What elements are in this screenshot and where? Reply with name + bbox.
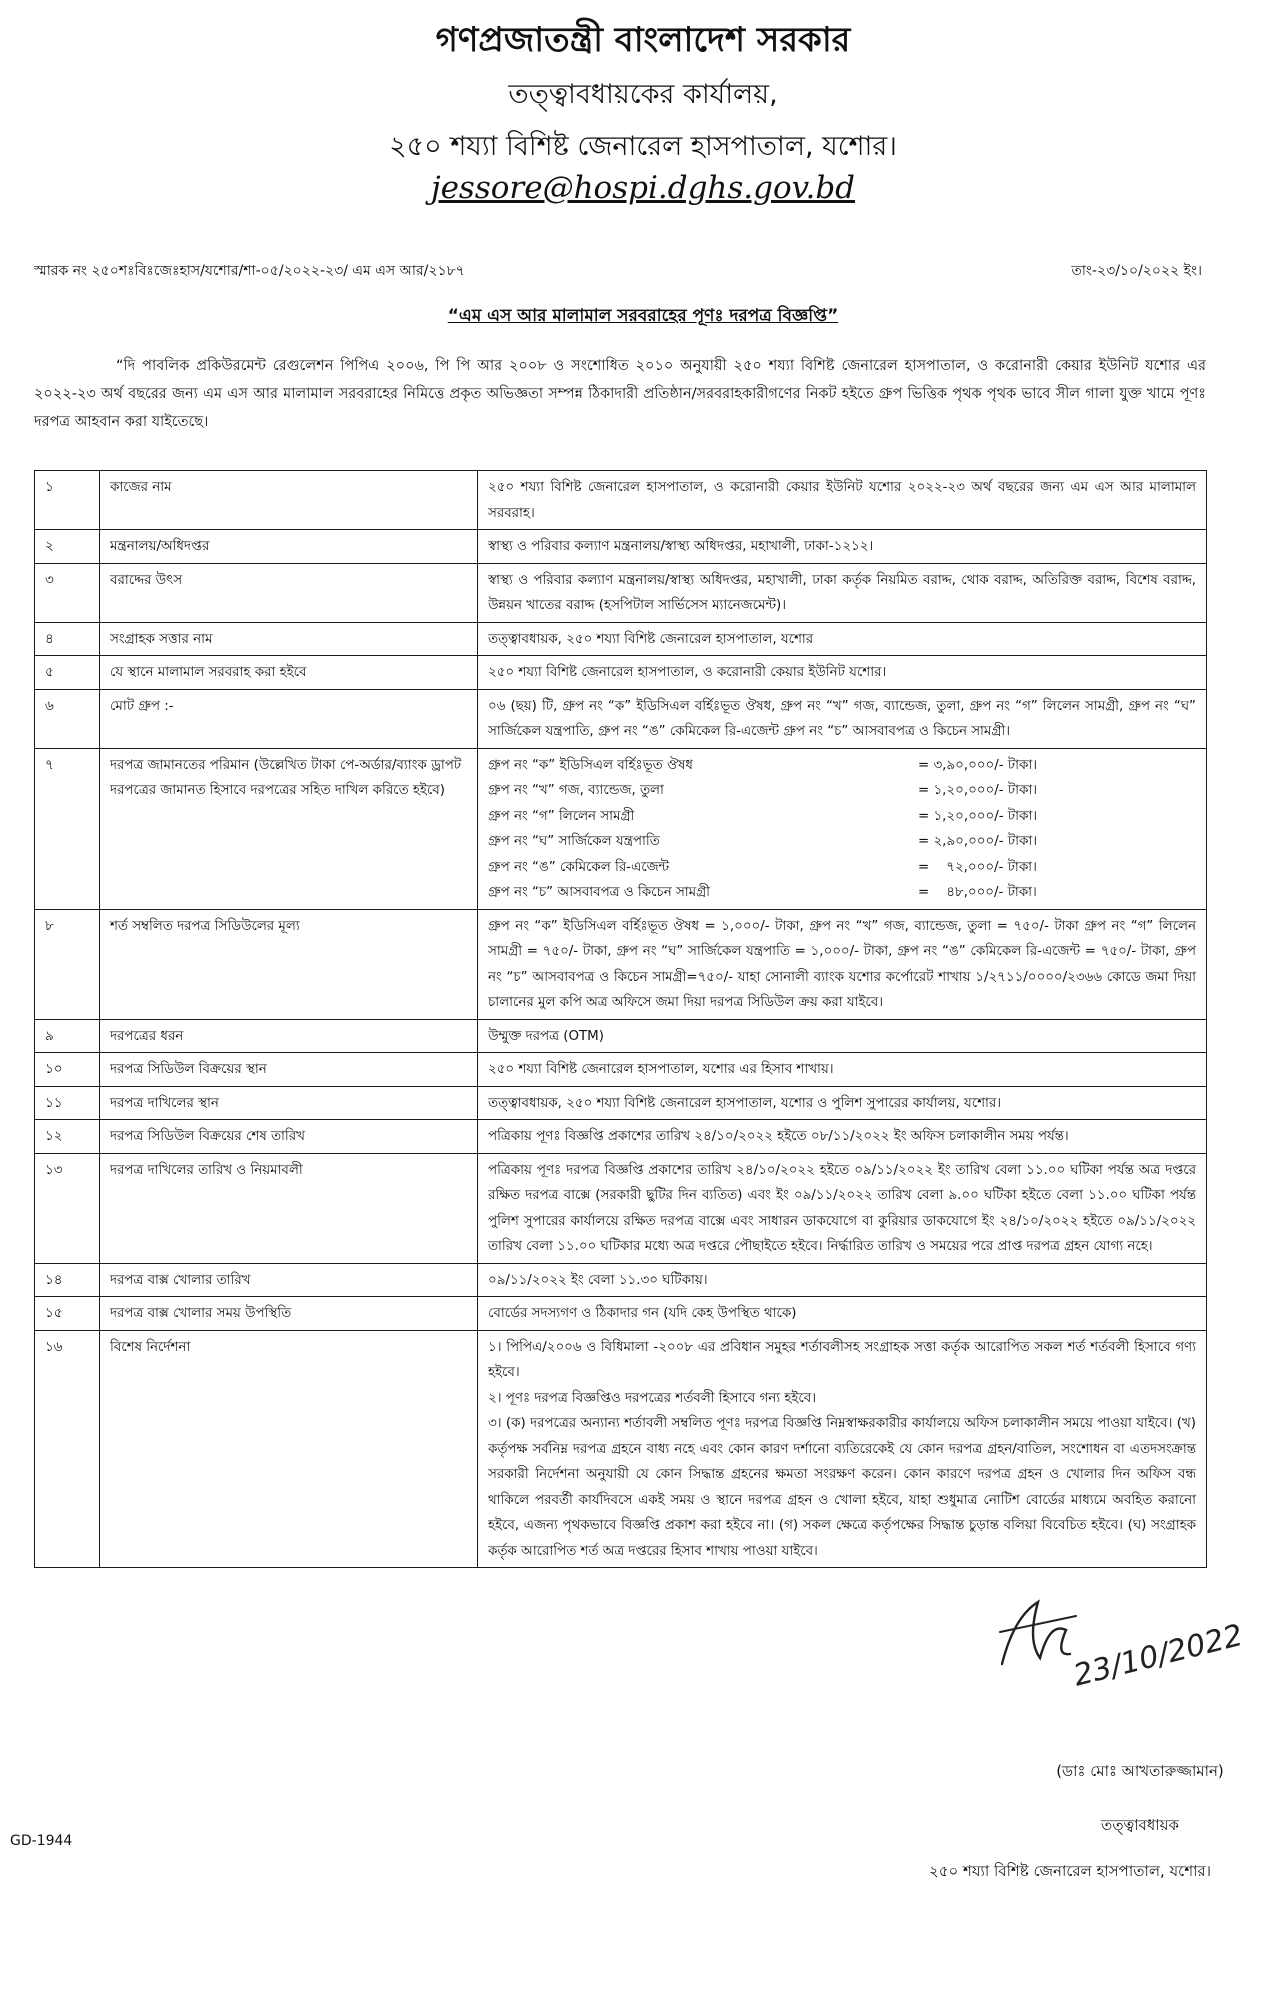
row-number: ১৬ (35, 1330, 100, 1568)
row-label: দরপত্র সিডিউল বিক্রয়ের শেষ তারিখ (100, 1120, 478, 1154)
row-number: ১১ (35, 1086, 100, 1120)
table-row (35, 1053, 1207, 1087)
row-number: ৩ (35, 563, 100, 622)
row-detail: ২৫০ শয্যা বিশিষ্ট জেনারেল হাসপাতাল, যশোর এর হিসাব শাখায়। (478, 1053, 1207, 1087)
notice-title: “এম এস আর মালামাল সরবরাহের পূণঃ দরপত্র বিজ্ঞপ্তি” (447, 306, 839, 326)
table-row (35, 748, 1207, 909)
table-row (35, 1153, 1207, 1263)
row-label: দরপত্র দাখিলের তারিখ ও নিয়মাবলী (100, 1153, 478, 1263)
row-number: ১ (35, 471, 100, 530)
table-row (35, 656, 1207, 690)
table-row (35, 1019, 1207, 1053)
row-detail: পত্রিকায় পূণঃ দরপত্র বিজ্ঞপ্তি প্রকাশের তারিখ ২৪/১০/২০২২ হইতে ০৯/১১/২০২২ ইং তারিখ বেলা ১১.০০ ঘটিকা পর্যন্ত অত্র দপ্তরে রক্ষিত দরপত্র বাক্সে (সরকারী ছুটির দিন ব্যতিত) এবং ইং ০৯/১১/২০২২ তারিখ বেলা ৯.০০ ঘটিকা হইতে বেলা ১১.০০ ঘটিকা পর্যন্ত পুলিশ সুপারের কার্যালয়ে রক্ষিত দরপত্র বাক্সে এবং সাধারন ডাকযোগে বা কুরিয়ার ডাকযোগে ইং ২৪/১০/২০২২ হইতে ০৯/১১/২০২২ তারিখ বেলা ১১.০০ ঘটিকার মধ্যে অত্র দপ্তরে পৌছাইতে হইবে। নির্দ্ধারিত তারিখ ও সময়ের পরে প্রাপ্ত দরপত্র গ্রহন যোগ্য নহে। (478, 1153, 1207, 1263)
row-label: মন্ত্রনালয়/অধিদপ্তর (100, 530, 478, 564)
group-name: গ্রুপ নং “গ” লিলেন সামগ্রী (488, 808, 635, 824)
row-number: ৮ (35, 909, 100, 1019)
group-name: গ্রুপ নং “চ” আসবাবপত্র ও কিচেন সামগ্রী (488, 885, 710, 900)
group-amount: = ১,২০,০০০/- টাকা। (918, 783, 1038, 798)
intro-paragraph: “দি পাবলিক প্রকিউরমেন্ট রেগুলেশন পিপিএ ২০০৬, পি পি আর ২০০৮ ও সংশোধিত ২০১০ অনুযায়ী ২৫০ শয্যা বিশিষ্ট জেনারেল হাসপাতাল, ও করোনারী কেয়ার ইউনিট যশোর এর ২০২২-২৩ অর্থ বছরের জন্য এম এস আর মালামাল সরবরাহের নিমিত্তে প্রকৃত অভিজ্ঞতা সম্পন্ন ঠিকাদারী প্রতিষ্ঠান/সরবরাহকারীগণের নিকট হইতে গ্রুপ ভিত্তিক পৃথক পৃথক ভাবে সীল গালা যুক্ত খামে পূণঃ দরপত্র আহবান করা যাইতেছে। (34, 358, 1206, 430)
row-label: সংগ্রাহক সত্তার নাম (100, 622, 478, 656)
group-amount: = ১,২০,০০০/- টাকা। (918, 808, 1038, 824)
security-amount-line (488, 753, 1196, 779)
group-amount: = ৩,৯০,০০০/- টাকা। (918, 757, 1038, 773)
row-label: যে স্থানে মালামাল সরবরাহ করা হইবে (100, 656, 478, 690)
row-label: বরাদ্দের উৎস (100, 563, 478, 622)
handwritten-signature (980, 1572, 1247, 1694)
security-amount-line (488, 855, 1196, 881)
table-row (35, 622, 1207, 656)
row-number: ২ (35, 530, 100, 564)
row-label: দরপত্র সিডিউল বিক্রয়ের স্থান (100, 1053, 478, 1087)
row-number: ১৩ (35, 1153, 100, 1263)
row-number: ৫ (35, 656, 100, 690)
security-amount-line (488, 804, 1196, 830)
instruction-paragraph: ১। পিপিএ/২০০৬ ও বিধিমালা -২০০৮ এর প্রবিধান সমুহর শর্তাবলীসহ সংগ্রাহক সত্তা কর্তৃক আরোপিত সকল শর্ত শর্তবলী হিসাবে গণ্য হইবে। (488, 1339, 1196, 1380)
row-label: দরপত্রের ধরন (100, 1019, 478, 1053)
security-amount-line (488, 880, 1196, 906)
row-detail: ০৯/১১/২০২২ ইং বেলা ১১.৩০ ঘটিকায়। (478, 1263, 1207, 1297)
row-detail: গ্রুপ নং “ক” ইডিসিএল বর্হিঃভূত ঔষধ = ১,০০০/- টাকা, গ্রুপ নং “খ” গজ, ব্যান্ডেজ, তুলা = ৭৫০/- টাকা গ্রুপ নং “গ” লিলেন সামগ্রী = ৭৫০/- টাকা, গ্রুপ নং “ঘ” সার্জিকেল যন্ত্রপাতি = ১,০০০/- টাকা, গ্রুপ নং “ঙ” কেমিকেল রি-এজেন্ট = ৭৫০/- টাকা, গ্রুপ নং “চ” আসবাবপত্র ও কিচেন সামগ্রী=৭৫০/- যাহা সোনালী ব্যাংক যশোর কর্পোরেট শাখায় ১/২৭১১/০০০০/২৩৬৬ কোডে জমা দিয়া চালানের মুল কপি অত্র অফিসে জমা দিয়া দরপত্র সিডিউল ক্রয় করা যাইবে। (478, 909, 1207, 1019)
table-row (35, 563, 1207, 622)
group-name: গ্রুপ নং “ঘ” সার্জিকেল যন্ত্রপাতি (488, 834, 660, 849)
signature-date: 23/10/2022 (1070, 1617, 1247, 1694)
row-detail: ২৫০ শয্যা বিশিষ্ট জেনারেল হাসপাতাল, ও করোনারী কেয়ার ইউনিট যশোর। (478, 656, 1207, 690)
table-row (35, 1120, 1207, 1154)
government-name: গণপ্রজাতন্ত্রী বাংলাদেশ সরকার (435, 20, 851, 60)
row-label: দরপত্র জামানতের পরিমান (উল্লেখিত টাকা পে-অর্ডার/ব্যাংক ড্রাপট দরপত্রের জামানত হিসাবে দরপত্রের সহিত দাখিল করিতে হইবে) (100, 748, 478, 909)
row-label: কাজের নাম (100, 471, 478, 530)
group-name: গ্রুপ নং “ক” ইডিসিএল বর্হিঃভূত ঔষধ (488, 757, 693, 773)
gd-code: GD-1944 (10, 1833, 73, 1849)
table-row (35, 1263, 1207, 1297)
row-detail: স্বাস্থ্য ও পরিবার কল্যাণ মন্ত্রনালয়/স্বাস্থ্য অধিদপ্তর, মহাখালী, ঢাকা কর্তৃক নিয়মিত বরাদ্দ, থোক বরাদ্দ, অতিরিক্ত বরাদ্দ, বিশেষ বরাদ্দ, উন্নয়ন খাতের বরাদ্দ (হসপিটাল সার্ভিসেস ম্যানেজমেন্ট)। (478, 563, 1207, 622)
row-detail: তত্ত্বাবধায়ক, ২৫০ শয্যা বিশিষ্ট জেনারেল হাসপাতাল, যশোর ও পুলিশ সুপারের কার্যালয়, যশোর। (478, 1086, 1207, 1120)
tender-details-table (34, 470, 1207, 1568)
table-row (35, 909, 1207, 1019)
security-amount-line (488, 829, 1196, 855)
row-detail: পত্রিকায় পূণঃ বিজ্ঞপ্তি প্রকাশের তারিখ ২৪/১০/২০২২ হইতে ০৮/১১/২০২২ ইং অফিস চলাকালীন সময় পর্যন্ত। (478, 1120, 1207, 1154)
row-label: বিশেষ নির্দেশনা (100, 1330, 478, 1568)
row-detail: ০৬ (ছয়) টি, গ্রুপ নং “ক” ইডিসিএল বর্হিঃভূত ঔষধ, গ্রুপ নং “খ” গজ, ব্যান্ডেজ, তুলা, গ্রুপ নং “গ” লিলেন সামগ্রী, গ্রুপ নং “ঘ” সার্জিকেল যন্ত্রপাতি, গ্রুপ নং “ঙ” কেমিকেল রি-এজেন্ট গ্রুপ নং “চ” আসবাবপত্র ও কিচেন সামগ্রী। (478, 689, 1207, 748)
row-detail: ২৫০ শয্যা বিশিষ্ট জেনারেল হাসপাতাল, ও করোনারী কেয়ার ইউনিট যশোর ২০২২-২৩ অর্থ বছরের জন্য এম এস আর মালামাল সরবরাহ। (478, 471, 1207, 530)
row-detail (478, 748, 1207, 909)
row-number: ১৪ (35, 1263, 100, 1297)
table-row (35, 1330, 1207, 1568)
signatory-designation: তত্ত্বাবধায়ক (1101, 1816, 1179, 1834)
security-amount-line (488, 778, 1196, 804)
row-label: দরপত্র বাক্স খোলার তারিখ (100, 1263, 478, 1297)
row-label: মোট গ্রুপ :- (100, 689, 478, 748)
group-name: গ্রুপ নং “ঙ” কেমিকেল রি-এজেন্ট (488, 859, 670, 875)
table-row (35, 1086, 1207, 1120)
group-amount: = ৪৮,০০০/- টাকা। (918, 885, 1037, 900)
row-label: দরপত্র বাক্স খোলার সময় উপস্থিতি (100, 1297, 478, 1331)
hospital-name: ২৫০ শয্যা বিশিষ্ট জেনারেল হাসপাতাল, যশোর। (389, 131, 897, 162)
group-amount: = ৭২,০০০/- টাকা। (918, 859, 1037, 875)
memo-reference: স্মারক নং ২৫০শঃবিঃজেঃহাস/যশোর/শা-০৫/২০২২-২৩/ এম এস আর/২১৮৭ (34, 263, 465, 279)
group-amount: = ২,৯০,০০০/- টাকা। (918, 834, 1038, 849)
instruction-paragraph: ২। পূণঃ দরপত্র বিজ্ঞপ্তিও দরপত্রের শর্তবলী হিসাবে গন্য হইবে। (488, 1390, 817, 1406)
row-number: ১০ (35, 1053, 100, 1087)
row-number: ১৫ (35, 1297, 100, 1331)
office-name: তত্ত্বাবধায়কের কার্যালয়, (508, 79, 778, 110)
row-label: দরপত্র দাখিলের স্থান (100, 1086, 478, 1120)
row-detail: স্বাস্থ্য ও পরিবার কল্যাণ মন্ত্রনালয়/স্বাস্থ্য অধিদপ্তর, মহাখালী, ঢাকা-১২১২। (478, 530, 1207, 564)
signatory-office: ২৫০ শয্যা বিশিষ্ট জেনারেল হাসপাতাল, যশোর। (928, 1862, 1212, 1880)
instruction-paragraph: ৩। (ক) দরপত্রের অন্যান্য শর্তাবলী সম্বলিত পূণঃ দরপত্র বিজ্ঞপ্তি নিম্নস্বাক্ষরকারীর কার্যালয়ে অফিস চলাকালীন সময়ে পাওয়া যাইবে। (খ) কর্তৃপক্ষ সর্বনিম্ন দরপত্র গ্রহনে বাধ্য নহে এবং কোন কারণ দর্শানো ব্যতিরেকেই যে কোন দরপত্র গ্রহন/বাতিল, সংশোধন বা এতদসংক্রান্ত সরকারী নির্দেশনা অনুযায়ী যে কোন সিদ্ধান্ত গ্রহনের ক্ষমতা সংরক্ষণ করেন। কোন কারণে দরপত্র গ্রহন ও খোলার দিন অফিস বন্ধ থাকিলে পরবর্তী কার্যদিবসে একই সময় ও স্থানে দরপত্র গ্রহন ও খোলা হইবে, যাহা শুধুমাত্র নোটিশ বোর্ডের মাধ্যমে অবহিত করানো হইবে, এজন্য পৃথকভাবে বিজ্ঞপ্তি প্রকাশ করা হইবে না। (গ) সকল ক্ষেত্রে কর্তৃপক্ষের সিদ্ধান্ত চুড়ান্ত বলিয়া বিবেচিত হইবে। (ঘ) সংগ্রাহক কর্তৃক আরোপিত শর্ত অত্র দপ্তরের হিসাব শাখায় পাওয়া যাইবে। (488, 1416, 1196, 1559)
table-row (35, 689, 1207, 748)
row-number: ৪ (35, 622, 100, 656)
table-row (35, 1297, 1207, 1331)
table-row (35, 471, 1207, 530)
row-number: ৭ (35, 748, 100, 909)
row-label: শর্ত সম্বলিত দরপত্র সিডিউলের মূল্য (100, 909, 478, 1019)
table-row (35, 530, 1207, 564)
memo-date: তাং-২৩/১০/২০২২ ইং। (1071, 263, 1202, 279)
row-detail: তত্ত্বাবধায়ক, ২৫০ শয্যা বিশিষ্ট জেনারেল হাসপাতাল, যশোর (478, 622, 1207, 656)
row-detail: উম্মুক্ত দরপত্র (OTM) (478, 1019, 1207, 1053)
group-name: গ্রুপ নং “খ” গজ, ব্যান্ডেজ, তুলা (488, 783, 664, 798)
row-number: ১২ (35, 1120, 100, 1154)
row-detail: বোর্ডের সদস্যগণ ও ঠিকাদার গন (যদি কেহ উপস্থিত থাকে) (478, 1297, 1207, 1331)
row-detail (478, 1330, 1207, 1568)
row-number: ৯ (35, 1019, 100, 1053)
email-address[interactable]: jessore@hospi.dghs.gov.bd (430, 170, 856, 206)
row-number: ৬ (35, 689, 100, 748)
signatory-name: (ডাঃ মোঃ আখতারুজ্জামান) (1056, 1762, 1224, 1780)
